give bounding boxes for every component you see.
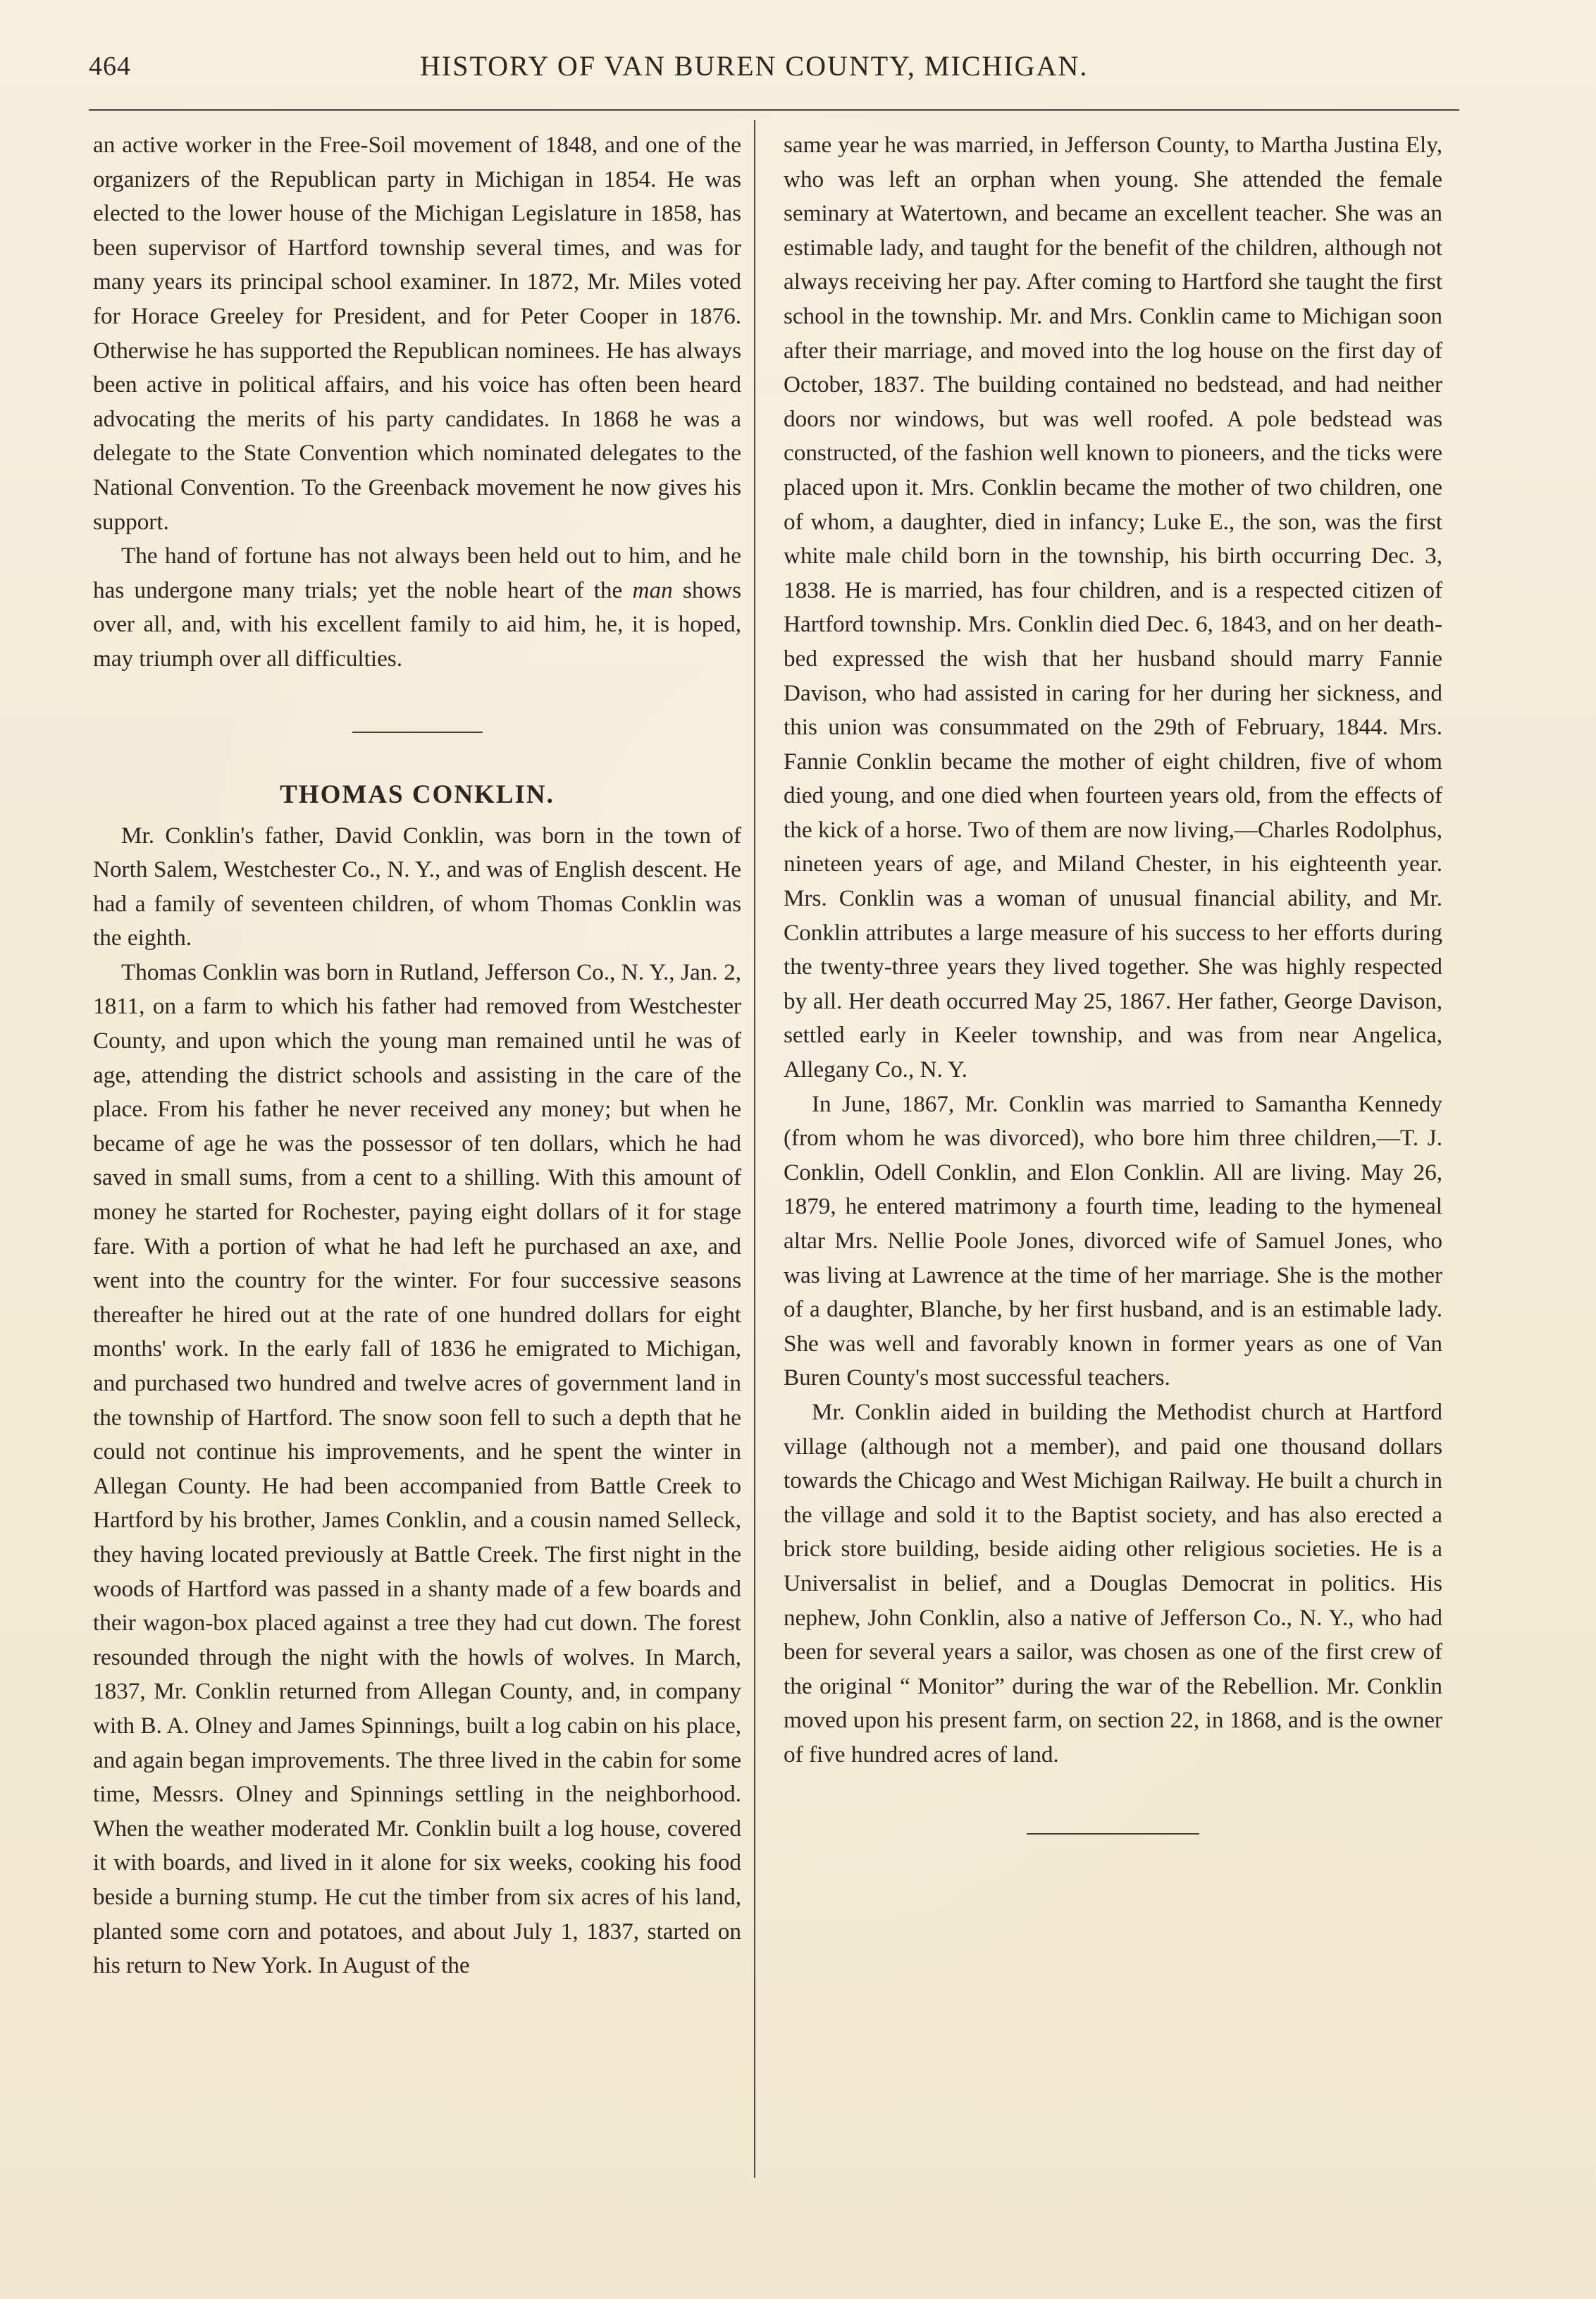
- paragraph: Mr. Conklin's father, David Conklin, was born in the town of North Salem, Westchester Co., N. Y., and was of English descent. He had a family of seventeen children, of whom Thomas Conklin was the eighth.: [93, 822, 741, 951]
- section-title: THOMAS CONKLIN.: [280, 779, 555, 809]
- paragraph: In June, 1867, Mr. Conklin was married to Samantha Kennedy (from whom he was divorced), who bore him three children,—T. J. Conklin, Odell Conklin, and Elon Conklin. All are living. May 26, 1879, he entered matrimony a fourth time, leading to the hymeneal altar Mrs. Nellie Poole Jones, divorced wife of Samuel Jones, who was living at Lawrence at the time of her marriage. She is the mother of a daughter, Blanche, by her first husband, and is an estimable lady. She was well and favorably known in former years as one of Van Buren County's most successful teachers.: [784, 1090, 1442, 1391]
- paragraph: an active worker in the Free-Soil movement of 1848, and one of the organizers of the Republican party in Michigan in 1854. He was elected to the lower house of the Michigan Legislature in 1858, has been supervisor of Hartford township several times, and was for many years its principal school examiner. In 1872, Mr. Miles voted for Horace Greeley for President, and for Peter Cooper in 1876. Otherwise he has supported the Republican nominees. He has always been active in political affairs, and his voice has often been heard advocating the merits of his party candidates. In 1868 he was a delegate to the State Convention which nominated delegates to the National Convention. To the Greenback movement he now gives his support.: [93, 132, 741, 535]
- fortune-paragraph: [93, 539, 741, 676]
- page-header: [89, 47, 1459, 97]
- paragraph: Mr. Conklin aided in building the Methodist church at Hartford village (although not a member), and paid one thousand dollars towards the Chicago and West Michigan Railway. He built a church in the village and sold it to the Baptist society, and has also erected a brick store building, beside aiding other religious societies. He is a Universalist in belief, and a Douglas Democrat in politics. His nephew, John Conklin, also a native of Jefferson Co., N. Y., who had been for several years a sailor, was chosen as one of the first crew of the original “ Monitor” during the war of the Rebellion. Mr. Conklin moved upon his present farm, on section 22, in 1868, and is the owner of five hundred acres of land.: [784, 1398, 1442, 1768]
- paragraph: Thomas Conklin was born in Rutland, Jefferson Co., N. Y., Jan. 2, 1811, on a farm to which his father had removed from Westchester County, and upon which the young man remained until he was of age, attending the district schools and assisting in the care of the place. From his father he never received any money; but when he became of age he was the possessor of ten dollars, which he had saved in small sums, from a cent to a shilling. With this amount of money he started for Rochester, paying eight dollars of it for stage fare. With a portion of what he had left he purchased an axe, and went into the country for the winter. For four successive seasons thereafter he hired out at the rate of one hundred dollars for eight months' work. In the early fall of 1836 he emigrated to Michigan, and purchased two hundred and twelve acres of government land in the township of Hartford. The snow soon fell to such a depth that he could not continue his improvements, and he spent the winter in Allegan County. He had been accompanied from Battle Creek to Hartford by his brother, James Conklin, and a cousin named Selleck, they having located previously at Battle Creek. The first night in the woods of Hartford was passed in a shanty made of a few boards and their wagon-box placed against a tree they had cut down. The forest resounded through the night with the howls of wolves. In March, 1837, Mr. Conklin returned from Allegan County, and, in company with B. A. Olney and James Spinnings, built a log cabin on his place, and again began improvements. The three lived in the cabin for some time, Messrs. Olney and Spinnings settling in the neighborhood. When the weather moderated Mr. Conklin built a log house, covered it with boards, and lived in it alone for six weeks, cooking his food beside a burning stump. He cut the timber from six acres of his land, planted some corn and potatoes, and about July 1, 1837, started on his return to New York. In August of the: [93, 959, 741, 1979]
- left-column: [93, 128, 741, 1983]
- fortune-italic-word: man: [632, 577, 673, 603]
- header-rule: [89, 109, 1459, 111]
- fortune-text-start: The hand of fortune has not always been held out to him, and he has undergone many trials; yet the noble heart of the: [93, 543, 741, 603]
- right-column: [784, 128, 1442, 1835]
- running-title: HISTORY OF VAN BUREN COUNTY, MICHIGAN.: [420, 50, 1089, 82]
- column-divider: [754, 120, 755, 2178]
- fortune-text-end: shows over all, and, with his excellent family to aid him, he, it is hoped, may triumph over all difficulties.: [93, 577, 741, 672]
- page-number: 464: [89, 51, 131, 81]
- end-divider: [1027, 1833, 1199, 1835]
- section-divider: [352, 732, 483, 733]
- paragraph: same year he was married, in Jefferson County, to Martha Justina Ely, who was left an orphan when young. She attended the female seminary at Watertown, and became an excellent teacher. She was an estimable lady, and taught for the benefit of the children, although not always receiving her pay. After coming to Hartford she taught the first school in the township. Mr. and Mrs. Conklin came to Michigan soon after their marriage, and moved into the log house on the first day of October, 1837. The building contained no bedstead, and had neither doors nor windows, but was well roofed. A pole bedstead was constructed, of the fashion well known to pioneers, and the ticks were placed upon it. Mrs. Conklin became the mother of two children, one of whom, a daughter, died in infancy; Luke E., the son, was the first white male child born in the township, his birth occurring Dec. 3, 1838. He is married, has four children, and is a respected citizen of Hartford township. Mrs. Conklin died Dec. 6, 1843, and on her death-bed expressed the wish that her husband should marry Fannie Davison, who had assisted in caring for her during her sickness, and this union was consummated on the 29th of February, 1844. Mrs. Fannie Conklin became the mother of eight children, five of whom died young, and one died when fourteen years old, from the effects of the kick of a horse. Two of them are now living,—Charles Rodolphus, nineteen years of age, and Miland Chester, in his eighteenth year. Mrs. Conklin was a woman of unusual financial ability, and Mr. Conklin attributes a large measure of his success to her efforts during the twenty-three years they lived together. She was highly respected by all. Her death occurred May 25, 1867. Her father, George Davison, settled early in Keeler township, and was from near Angelica, Allegany Co., N. Y.: [784, 132, 1442, 1083]
